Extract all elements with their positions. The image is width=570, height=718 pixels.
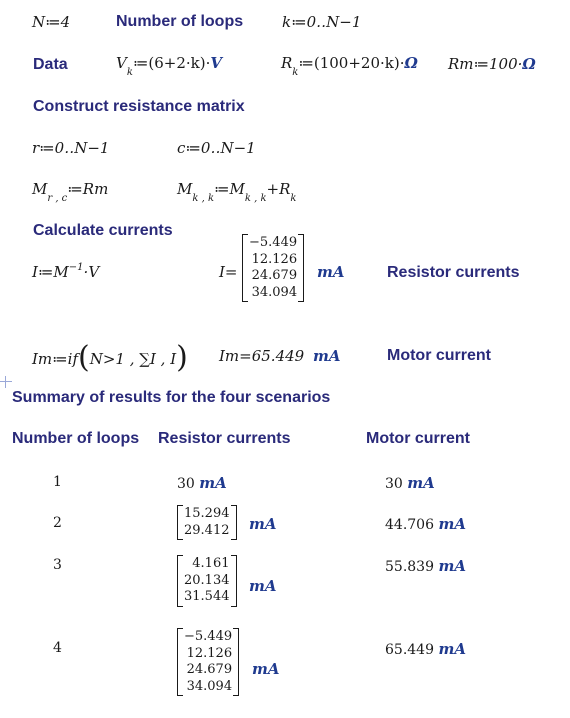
row-3-resistor-unit: mA [249,577,277,595]
m1-lhs: M [32,180,48,198]
m1-subscript: r , c [47,193,68,204]
row-4-motor-value: 65.449 [385,642,434,658]
row-2-resistor-matrix [177,505,237,540]
m-diagonal-definition[interactable] [177,180,297,204]
row-1-motor-unit: mA [407,474,435,492]
row-1-resistor [177,474,227,492]
row-3-resistor-matrix [177,555,237,607]
m2-mid: ≔M [214,180,245,198]
row-4-loops: 4 [53,640,62,656]
header-number-of-loops: Number of loops [12,430,140,447]
header-motor-current: Motor current [366,430,470,447]
c-range-definition[interactable]: c≔0‥N−1 [177,139,256,157]
im-definition[interactable] [32,340,188,375]
v-definition[interactable] [116,54,223,78]
m1-rhs: ≔Rm [67,180,109,198]
i-evaluation-label[interactable]: I= [219,263,238,281]
rm-text: Rm≔100· [448,55,523,73]
resistor-currents-label: Resistor currents [387,264,520,281]
matrix-cell: 12.126 [251,251,298,267]
row-3-motor-value: 55.839 [385,559,434,575]
matrix-cell: 34.094 [251,284,298,300]
v-rhs: ≔(6+2·k)· [132,54,211,72]
crosshair-cursor-icon [0,376,12,388]
row-2-motor-value: 44.706 [385,517,434,533]
matrix-cell: 31.544 [184,589,230,604]
row-1-resistor-value: 30 [177,476,195,492]
v-lhs: V [116,54,127,72]
row-4-motor-unit: mA [438,640,466,658]
matrix-cell: 15.294 [184,506,230,521]
r-rhs: ≔(100+20·k)· [298,54,405,72]
matrix-cell: 29.412 [184,522,230,538]
r-lhs: R [281,54,293,72]
row-2-resistor-unit: mA [249,515,277,533]
m2-subscript-2: k , k [244,193,267,204]
k-definition[interactable]: k≔0‥N−1 [282,13,362,31]
matrix-cell: 24.679 [251,268,298,283]
row-1-resistor-unit: mA [199,474,227,492]
r-unit: Ω [404,54,418,72]
r-definition[interactable] [281,54,418,78]
matrix-cell: 24.679 [186,662,233,677]
n-definition[interactable]: N≔4 [32,13,71,31]
matrix-cell: 4.161 [192,556,230,571]
matrix-cell: 12.126 [186,645,233,661]
row-2-motor-unit: mA [438,515,466,533]
row-1-motor-value: 30 [385,476,403,492]
rm-definition[interactable] [448,55,536,73]
i-def-sup: −1 [68,262,84,273]
row-4-resistor-matrix [177,628,239,696]
motor-current-label: Motor current [387,347,491,364]
row-4-resistor-unit: mA [252,660,280,678]
row-3-motor [385,557,466,575]
number-of-loops-label: Number of loops [116,13,244,30]
m2-subscript-3: k [290,193,297,204]
close-paren: ) [176,340,188,375]
v-unit: V [210,54,223,72]
row-3-motor-unit: mA [438,557,466,575]
rm-unit: Ω [522,55,536,73]
v-subscript: k [126,67,133,78]
row-3-loops: 3 [53,557,62,573]
m2-plus: +R [266,180,291,198]
construct-heading: Construct resistance matrix [33,98,245,115]
data-label: Data [33,56,68,73]
row-2-motor [385,515,466,533]
matrix-cell: 34.094 [186,678,233,694]
open-paren: ( [78,340,90,375]
calculate-heading: Calculate currents [33,222,173,239]
m2-lhs: M [177,180,193,198]
m2-subscript: k , k [192,193,215,204]
row-1-loops: 1 [53,474,62,490]
i-result-matrix [242,234,304,302]
im-unit: mA [313,347,341,365]
matrix-cell: −5.449 [184,629,233,644]
matrix-cell: −5.449 [249,235,298,250]
row-4-motor [385,640,466,658]
i-def-rhs: ·V [83,263,100,281]
header-resistor-currents: Resistor currents [158,430,291,447]
matrix-cell: 20.134 [184,572,230,588]
summary-heading: Summary of results for the four scenarios [12,389,331,406]
i-unit: mA [317,263,345,281]
im-def: Im≔if [32,350,78,368]
r-range-definition[interactable]: r≔0‥N−1 [32,139,110,157]
i-definition[interactable] [32,263,99,281]
row-1-motor [385,474,435,492]
m-matrix-definition[interactable] [32,180,109,204]
im-args: N>1 , ∑I , I [89,350,177,368]
im-evaluation[interactable]: Im=65.449 [219,347,305,365]
row-2-loops: 2 [53,515,62,531]
i-def-lhs: I≔M [32,263,69,281]
r-subscript: k [292,67,299,78]
